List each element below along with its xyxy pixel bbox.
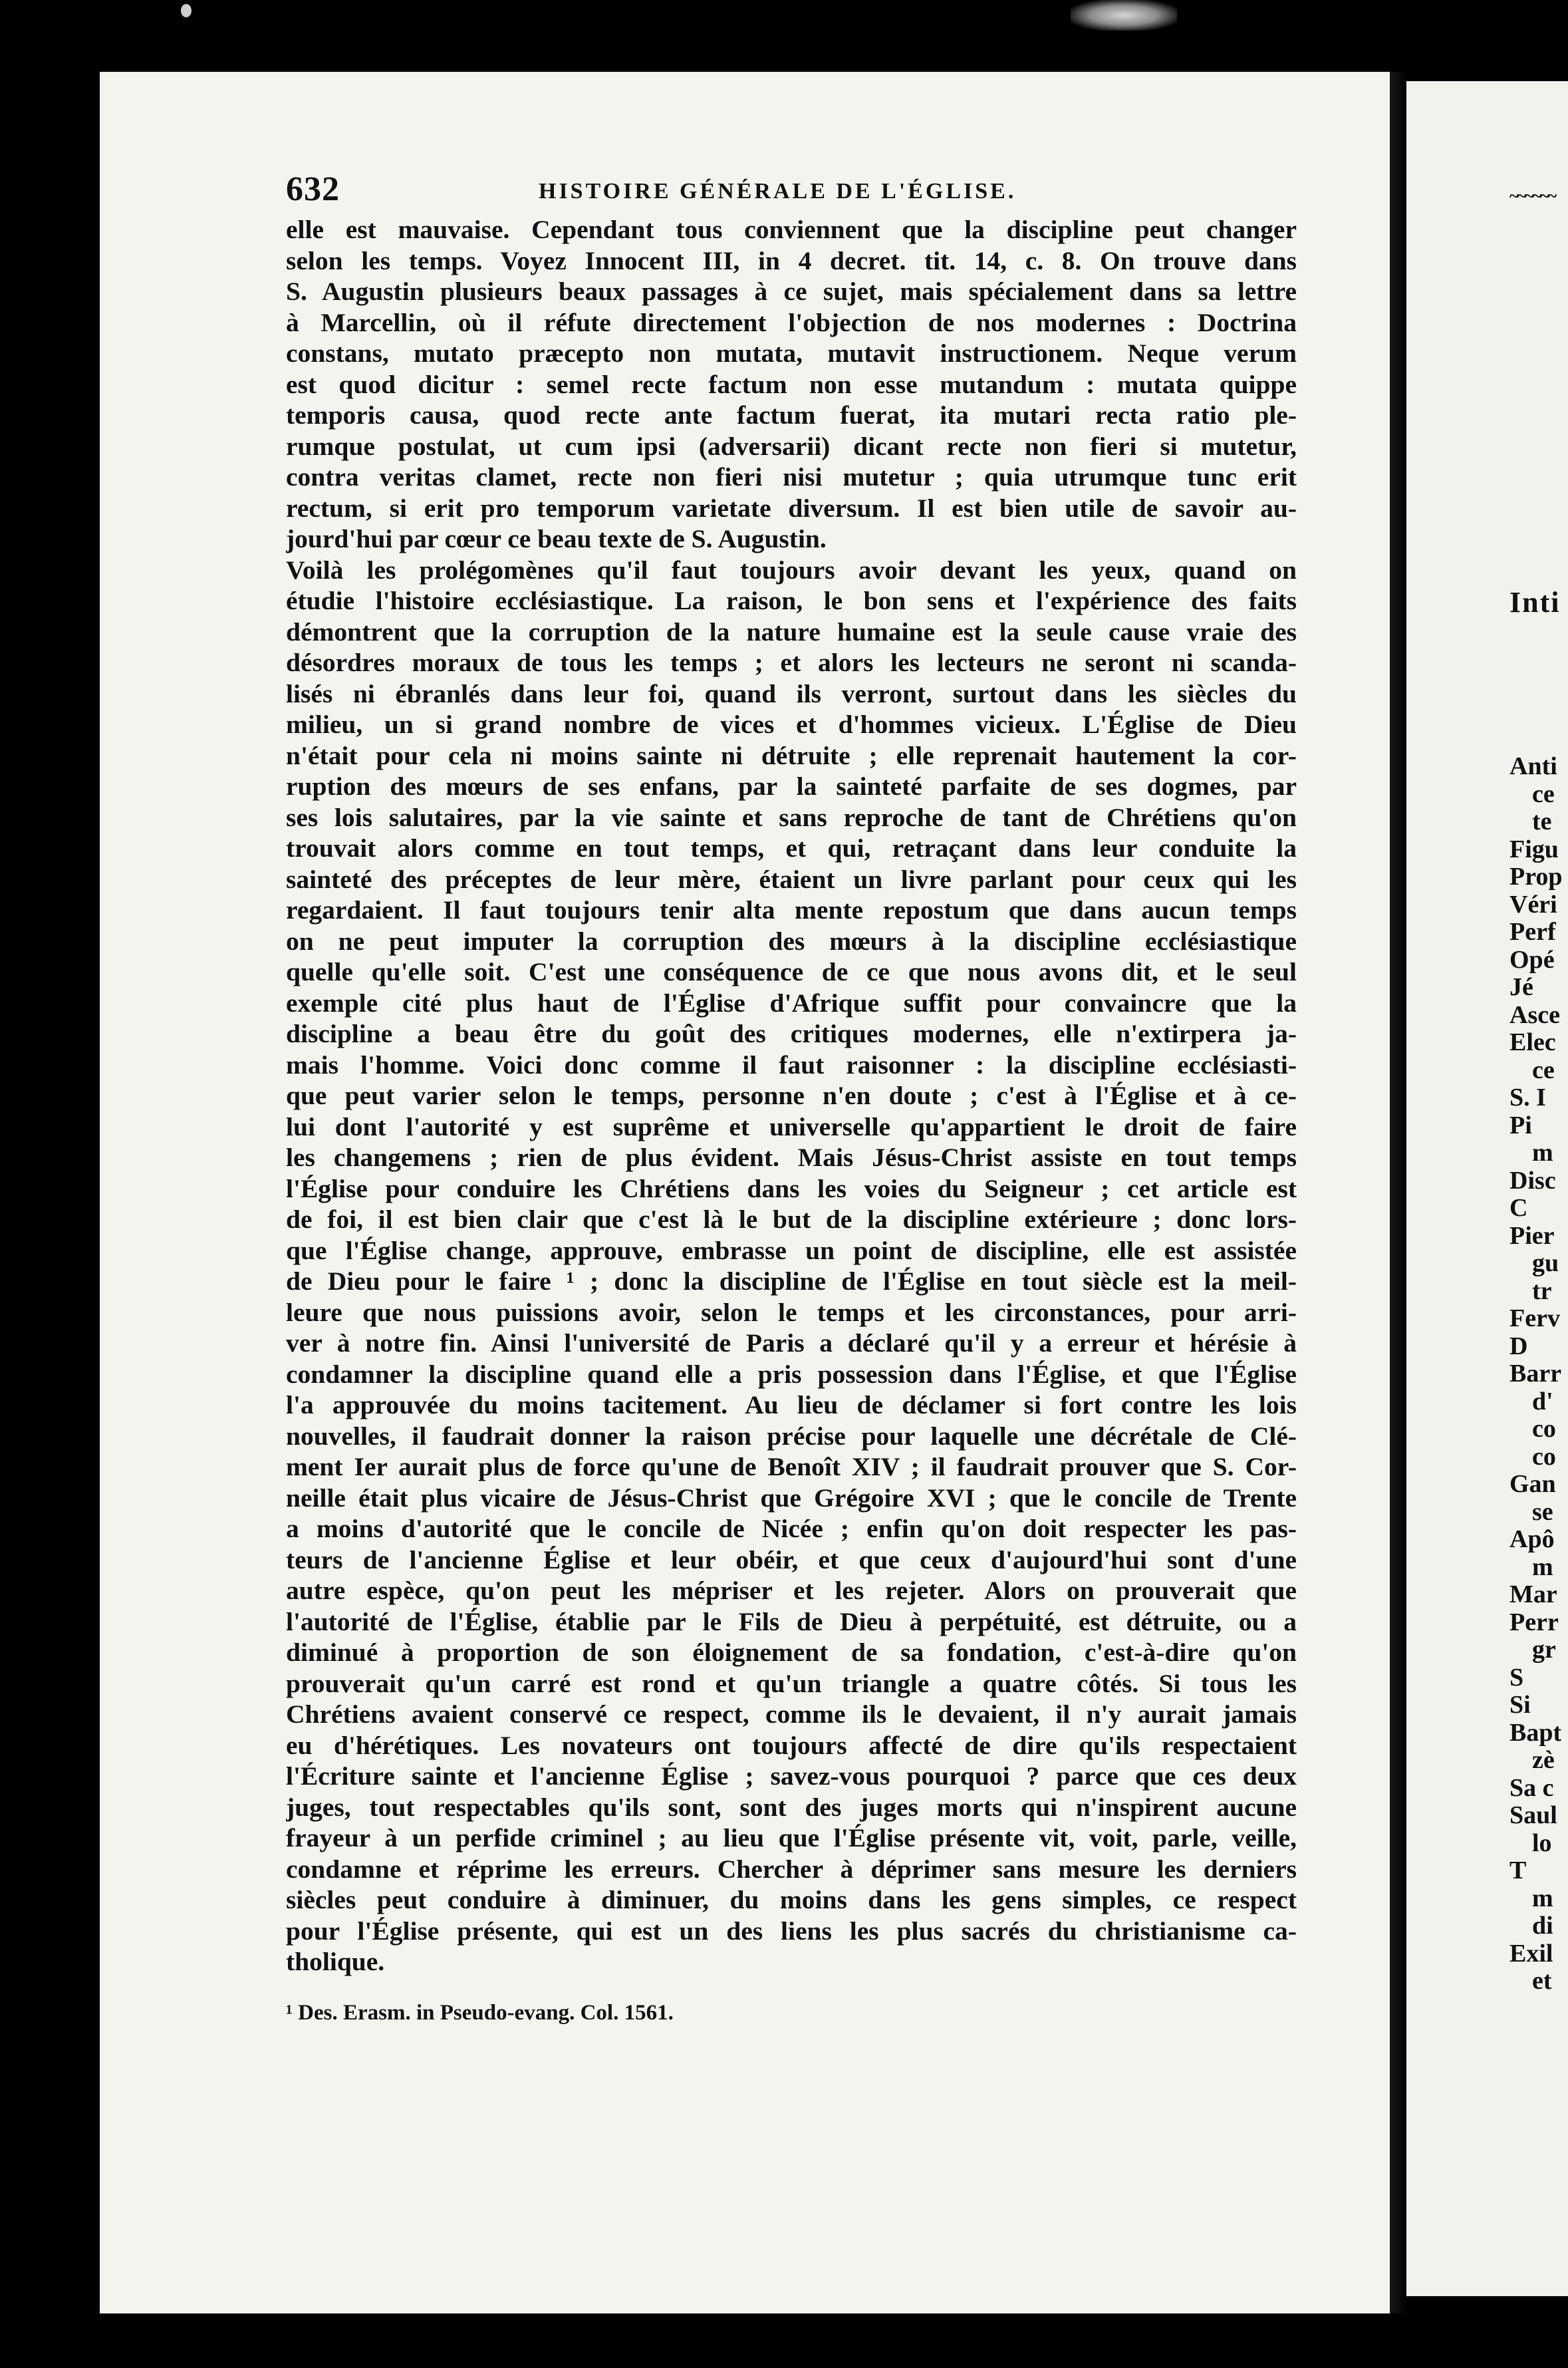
right-page-entry: ce: [1532, 780, 1555, 808]
text-line: ruption des mœurs de ses enfans, par la sainteté parfaite de ses dogmes, par: [286, 772, 1297, 801]
text-line: eu d'hérétiques. Les novateurs ont toujours affecté de dire qu'ils respectaient: [286, 1730, 1297, 1760]
text-line: condamne et réprime les erreurs. Chercher à déprimer sans mesure les derniers: [286, 1854, 1297, 1884]
right-page-entry: Opé: [1509, 945, 1555, 974]
right-page-entry: Bapt: [1509, 1718, 1562, 1747]
text-line: l'Écriture sainte et l'ancienne Église ; savez-vous pourquoi ? parce que ces deux: [286, 1761, 1297, 1791]
text-line: nouvelles, il faudrait donner la raison précise pour laquelle une décrétale de Clé-: [286, 1421, 1297, 1451]
text-line: teurs de l'ancienne Église et leur obéir, et que ceux d'aujourd'hui sont d'une: [286, 1545, 1297, 1574]
text-line: l'Église pour conduire les Chrétiens dans les voies du Seigneur ; cet article est: [286, 1173, 1297, 1203]
scan-artifact-blot: [1071, 0, 1177, 31]
text-line: l'a approuvée du moins tacitement. Au lieu de déclamer si fort contre les lois: [286, 1390, 1297, 1419]
right-page-entry: m: [1532, 1553, 1553, 1581]
text-line: mais l'homme. Voici donc comme il faut raisonner : la discipline ecclésiasti-: [286, 1050, 1297, 1080]
right-page-entry: Véri: [1509, 890, 1557, 919]
right-page-entry: ce: [1532, 1056, 1555, 1084]
text-line: autre espèce, qu'on peut les mépriser et les rejeter. Alors on prouverait que: [286, 1576, 1297, 1605]
right-page-entry: tr: [1532, 1276, 1552, 1305]
right-page-entry: Pi: [1509, 1111, 1532, 1139]
text-line: à Marcellin, où il réfute directement l'objection de nos modernes : Doctrina: [286, 307, 1297, 337]
right-page-entry: et: [1532, 1967, 1552, 1995]
page-number: 632: [286, 170, 340, 208]
right-page-entry: Perf: [1509, 918, 1556, 946]
right-page-entry: Si: [1509, 1691, 1531, 1719]
text-line: milieu, un si grand nombre de vices et d'hommes vicieux. L'Église de Dieu: [286, 710, 1297, 739]
text-line: a moins d'autorité que le concile de Nicée ; enfin qu'on doit respecter les pas-: [286, 1514, 1297, 1543]
text-line: l'autorité de l'Église, établie par le Fils de Dieu à perpétuité, est détruite, ou a: [286, 1606, 1297, 1636]
right-page-entry: lo: [1532, 1829, 1552, 1857]
right-page-entry: Exil: [1509, 1939, 1553, 1968]
right-page-entry: m: [1532, 1139, 1553, 1167]
text-line: rectum, si erit pro temporum varietate diversum. Il est bien utile de savoir au-: [286, 493, 1297, 523]
right-page-entry: T: [1509, 1856, 1527, 1884]
right-page-entry: Perr: [1509, 1608, 1559, 1636]
running-title: HISTOIRE GÉNÉRALE DE L'ÉGLISE.: [539, 179, 1017, 204]
text-line: regardaient. Il faut toujours tenir alta mente repostum que dans aucun temps: [286, 895, 1297, 925]
right-page-entry: Sa c: [1509, 1773, 1554, 1802]
right-page-entry: co: [1532, 1442, 1556, 1471]
text-line: condamner la discipline quand elle a pris possession dans l'Église, et que l'Église: [286, 1359, 1297, 1389]
text-line: siècles peut conduire à diminuer, du moins dans les gens simples, ce respect: [286, 1885, 1297, 1914]
right-page-entry: Elec: [1509, 1028, 1556, 1056]
text-line: les changemens ; rien de plus évident. Mais Jésus-Christ assiste en tout temps: [286, 1143, 1297, 1172]
right-page-entry: S: [1509, 1663, 1524, 1692]
text-line: on ne peut imputer la corruption des mœurs à la discipline ecclésiastique: [286, 926, 1297, 956]
right-page-entry: Apô: [1509, 1525, 1555, 1553]
right-page-entry: m: [1532, 1884, 1553, 1912]
text-line: temporis causa, quod recte ante factum fuerat, ita mutari recta ratio ple-: [286, 400, 1297, 430]
footnote: ¹ Des. Erasm. in Pseudo-evang. Col. 1561.: [286, 2001, 674, 2025]
right-page-entry: co: [1532, 1415, 1556, 1443]
text-line: Chrétiens avaient conservé ce respect, comme ils le devaient, il n'y aurait jamais: [286, 1700, 1297, 1729]
text-line: jourd'hui par cœur ce beau texte de S. Augustin.: [286, 524, 827, 553]
right-page-entry: Jé: [1509, 973, 1533, 1001]
text-line: S. Augustin plusieurs beaux passages à ce sujet, mais spécialement dans sa lettre: [286, 277, 1297, 306]
text-line: discipline a beau être du goût des critiques modernes, elle n'extirpera ja-: [286, 1019, 1297, 1048]
text-line: que l'Église change, approuve, embrasse un point de discipline, elle est assistée: [286, 1235, 1297, 1265]
text-line: frayeur à un perfide criminel ; au lieu que l'Église présente vit, voit, parle, veille,: [286, 1823, 1297, 1852]
right-page-entry: Barr: [1509, 1360, 1562, 1388]
text-line: lui dont l'autorité y est suprême et universelle qu'appartient le droit de faire: [286, 1111, 1297, 1141]
text-line: neille était plus vicaire de Jésus-Christ que Grégoire XVI ; que le concile de Trente: [286, 1483, 1297, 1513]
right-page-entry: Anti: [1509, 752, 1557, 780]
right-page-entry: zè: [1532, 1746, 1555, 1774]
right-page-entry: Saul: [1509, 1801, 1557, 1829]
right-page-entry: gr: [1532, 1636, 1556, 1664]
text-line: trouvait alors comme en tout temps, et qui, retraçant dans leur conduite la: [286, 833, 1297, 863]
text-line: ver à notre fin. Ainsi l'université de Paris a déclaré qu'il y a erreur et hérésie à: [286, 1328, 1297, 1358]
right-page-entry: Asce: [1509, 1000, 1560, 1029]
right-page-entry: Gan: [1509, 1470, 1556, 1498]
text-line: leure que nous puissions avoir, selon le temps et les circonstances, pour arri-: [286, 1297, 1297, 1327]
right-page-entry: C: [1509, 1194, 1528, 1222]
text-line: lisés ni ébranlés dans leur foi, quand ils verront, surtout dans les siècles du: [286, 678, 1297, 708]
text-line: tholique.: [286, 1947, 385, 1976]
right-page-entry: d': [1532, 1387, 1553, 1415]
book-gutter: [1390, 72, 1406, 2313]
text-line: de Dieu pour le faire ¹ ; donc la discipline de l'Église en tout siècle est la meil-: [286, 1266, 1297, 1296]
page-header: [286, 170, 1310, 210]
text-line: prouverait qu'un carré est rond et qu'un triangle a quatre côtés. Si tous les: [286, 1668, 1297, 1698]
right-page-entry: di: [1532, 1912, 1553, 1940]
text-line: Voilà les prolégomènes qu'il faut toujours avoir devant les yeux, quand on: [286, 555, 1297, 585]
text-line: diminué à proportion de son éloignement de sa fondation, c'est-à-dire qu'on: [286, 1638, 1297, 1667]
scan-artifact-dot: [181, 4, 192, 17]
text-line: étudie l'histoire ecclésiastique. La raison, le bon sens et l'expérience des faits: [286, 586, 1297, 615]
right-page-rule: ~~~~~~: [1509, 186, 1556, 206]
right-page-entry: S. I: [1509, 1084, 1546, 1111]
text-line: ses lois salutaires, par la vie sainte et sans reproche de tant de Chrétiens qu'on: [286, 802, 1297, 832]
text-line: constans, mutato præcepto non mutata, mutavit instructionem. Neque verum: [286, 339, 1297, 368]
text-line: selon les temps. Voyez Innocent III, in 4 decret. tit. 14, c. 8. On trouve dans: [286, 245, 1297, 275]
right-page-entry: se: [1532, 1497, 1553, 1526]
right-page-entry: Prop: [1509, 863, 1563, 891]
right-page-entry: D: [1509, 1332, 1528, 1360]
right-page-entry: Figu: [1509, 835, 1559, 863]
text-line: exemple cité plus haut de l'Église d'Afrique suffit pour convaincre que la: [286, 988, 1297, 1018]
text-line: n'était pour cela ni moins sainte ni détruite ; elle reprenait hautement la cor-: [286, 740, 1297, 770]
text-line: juges, tout respectables qu'ils sont, sont des juges morts qui n'inspirent aucune: [286, 1792, 1297, 1822]
text-line: de foi, il est bien clair que c'est là le but de la discipline extérieure ; donc lors-: [286, 1205, 1297, 1234]
text-line: désordres moraux de tous les temps ; et alors les lecteurs ne seront ni scanda-: [286, 648, 1297, 677]
text-line: sainteté des préceptes de leur mère, étaient un livre parlant pour ceux qui les: [286, 864, 1297, 894]
text-line: est quod dicitur : semel recte factum non esse mutandum : mutata quippe: [286, 369, 1297, 399]
text-line: contra veritas clamet, recte non fieri nisi mutetur ; quia utrumque tunc erit: [286, 462, 1297, 492]
main-text-block: [286, 214, 1297, 1978]
text-line: ment Ier aurait plus de force qu'une de Benoît XIV ; il faudrait prouver que S. Cor-: [286, 1452, 1297, 1481]
right-page-entry: gu: [1532, 1249, 1559, 1277]
right-page-heading: Inti: [1509, 586, 1561, 619]
text-line: que peut varier selon le temps, personne n'en doute ; c'est à l'Église et à ce-: [286, 1081, 1297, 1110]
text-line: quelle qu'elle soit. C'est une conséquence de ce que nous avons dit, et le seul: [286, 957, 1297, 986]
text-line: démontrent que la corruption de la nature humaine est la seule cause vraie des: [286, 617, 1297, 647]
text-line: pour l'Église présente, qui est un des liens les plus sacrés du christianisme ca-: [286, 1916, 1297, 1946]
right-page-entry: Mar: [1509, 1580, 1557, 1608]
right-page-entry: te: [1532, 808, 1552, 835]
text-line: elle est mauvaise. Cependant tous conviennent que la discipline peut changer: [286, 215, 1297, 244]
right-page-entry: Pier: [1509, 1221, 1555, 1250]
right-page-entry: Ferv: [1509, 1304, 1560, 1332]
right-page-entry: Disc: [1509, 1166, 1556, 1195]
text-line: rumque postulat, ut cum ipsi (adversarii) dicant recte non fieri si mutetur,: [286, 431, 1297, 461]
